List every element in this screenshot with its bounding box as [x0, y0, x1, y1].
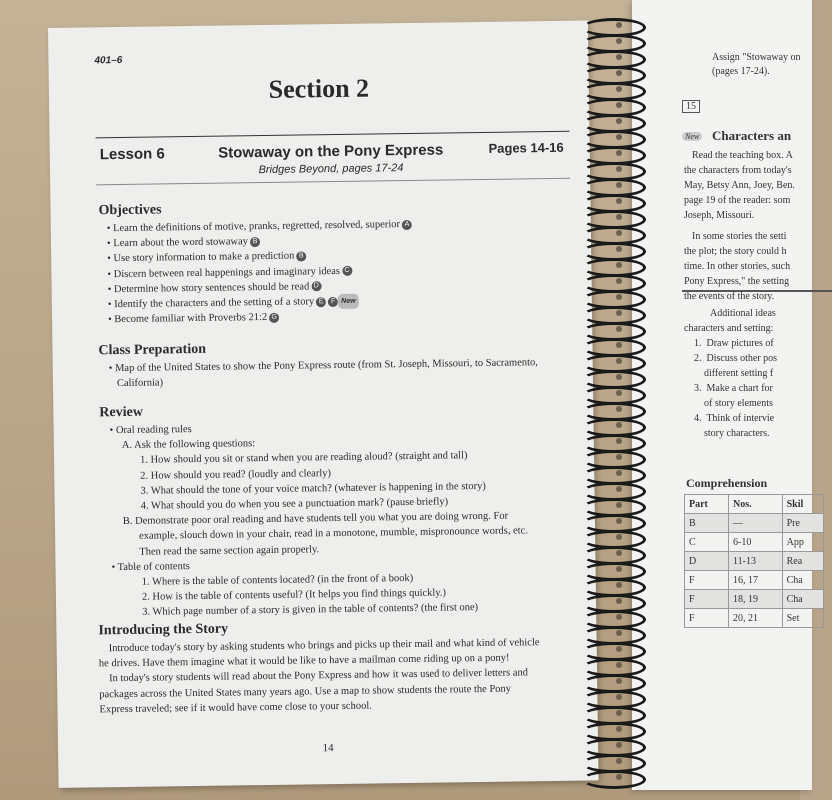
text-line: • Oral reading rules	[109, 424, 192, 437]
review-heading: Review	[99, 404, 144, 421]
table-cell: —	[728, 514, 782, 533]
characters-heading: Characters an	[712, 128, 792, 143]
objective-badge: E	[316, 297, 326, 307]
lesson-pages: Pages 14-16	[488, 139, 564, 156]
idea-line: 4. Think of intervie	[694, 413, 775, 424]
text-line: • Table of contents	[111, 560, 190, 573]
idea-line: 2. Discuss other pos	[694, 353, 778, 364]
text-line: example, slouch down in your chair, read in a monotone, mumble, mispronounce words, etc.	[139, 525, 529, 543]
objective-badge: B	[250, 237, 260, 247]
table-cell: 18, 19	[728, 590, 782, 609]
assign-line-2: (pages 17-24).	[712, 66, 770, 77]
objective-text: • Learn about the word stowaway	[106, 236, 249, 250]
text-line: B. Demonstrate poor oral reading and have students tell you what you are doing wrong. For	[122, 510, 509, 528]
table-row	[685, 514, 824, 533]
page-number: 14	[322, 742, 334, 755]
table-cell: D	[685, 552, 729, 571]
objective-badge: A	[402, 220, 412, 230]
idea-line: 1. Draw pictures of	[694, 338, 774, 349]
text-line: Introduce today's story by asking students who brings and picks up their mail and what kind of vehicle	[108, 637, 540, 655]
table-cell: 20, 21	[728, 609, 782, 628]
text-line: • Map of the United States to show the Pony Express route (from St. Joseph, Missouri, to Sacramento,	[108, 357, 538, 375]
table-row	[685, 590, 824, 609]
objective-text: • Use story information to make a prediction	[107, 250, 295, 265]
table-cell: Rea	[782, 552, 823, 571]
table-cell: B	[685, 514, 729, 533]
idea-line: Additional ideas	[710, 308, 776, 319]
review-list	[110, 417, 530, 620]
objective-text: • Become familiar with Proverbs 21:2	[108, 312, 268, 326]
new-label: New	[682, 132, 702, 141]
table-cell: F	[685, 609, 729, 628]
text-line: 2. How should you read? (loudly and clearly)	[140, 467, 332, 482]
idea-line: story characters.	[694, 428, 770, 439]
ideas-box-divider	[682, 290, 832, 292]
comprehension-heading: Comprehension	[686, 476, 768, 490]
table-row	[685, 533, 824, 552]
table-row	[685, 609, 824, 628]
right-body-line: the plot; the story could h	[684, 246, 787, 257]
table-header: Nos.	[728, 495, 782, 514]
table-cell: Set	[782, 609, 823, 628]
text-line: 4. What should you do when you see a punctuation mark? (pause briefly)	[140, 496, 449, 512]
text-line: A. Ask the following questions:	[121, 438, 256, 452]
lesson-subtitle: Bridges Beyond, pages 17-24	[258, 162, 404, 177]
text-line: In today's story students will read about the Pony Express and how it was used to deliver letters and	[109, 667, 529, 685]
right-body-line: Read the teaching box. A	[692, 150, 793, 161]
table-cell: F	[685, 571, 729, 590]
table-cell: Cha	[782, 571, 823, 590]
idea-line: characters and setting:	[684, 323, 774, 334]
right-body-line: the characters from today's	[684, 165, 792, 176]
lesson-header	[96, 131, 571, 186]
table-cell: C	[685, 533, 729, 552]
right-body-line: the events of the story.	[684, 291, 775, 302]
class-prep-list	[109, 355, 539, 391]
objectives-heading: Objectives	[98, 202, 162, 219]
table-cell: 16, 17	[728, 571, 782, 590]
lesson-title: Stowaway on the Pony Express	[218, 141, 444, 162]
right-body-line: page 19 of the reader: som	[684, 195, 791, 206]
spiral-binding	[582, 8, 662, 788]
lesson-number: Lesson 6	[99, 145, 165, 164]
table-cell: Cha	[782, 590, 823, 609]
table-header: Skil	[782, 495, 823, 514]
right-body-line: Joseph, Missouri.	[684, 210, 755, 221]
class-prep-heading: Class Preparation	[98, 341, 207, 359]
objective-text: • Learn the definitions of motive, pranks, regretted, resolved, superior	[106, 219, 401, 235]
text-line: packages across the United States many years ago. Use a map to show students the route the Pony	[99, 683, 512, 700]
objective-badge: F	[328, 297, 338, 307]
page-code: 401–6	[94, 54, 123, 67]
right-body-line: In some stories the setti	[692, 231, 787, 242]
objective-badge: B	[296, 251, 306, 261]
table-row	[685, 552, 824, 571]
right-body-line: Pony Express," the setting	[684, 276, 790, 287]
objective-badge: D	[311, 282, 321, 292]
comprehension-table	[684, 494, 824, 628]
text-line: 1. Where is the table of contents located? (in the front of a book)	[141, 572, 414, 588]
new-badge: New	[338, 294, 359, 309]
table-row	[685, 571, 824, 590]
text-line: Then read the same section again properly.	[139, 543, 320, 558]
text-line: 2. How is the table of contents useful? (It helps you find things quickly.)	[141, 587, 447, 603]
text-line: California)	[116, 377, 164, 390]
text-line: 1. How should you sit or stand when you are reading aloud? (straight and tall)	[139, 450, 468, 467]
objective-text: • Determine how story sentences should be read	[107, 281, 310, 296]
table-cell: App	[782, 533, 823, 552]
table-cell: 11-13	[728, 552, 782, 571]
intro-heading: Introducing the Story	[98, 621, 229, 639]
assign-line-1: Assign "Stowaway on	[712, 52, 801, 63]
objective-item	[108, 308, 413, 327]
text-line: 3. What should the tone of your voice match? (whatever is happening in the story)	[140, 480, 486, 497]
idea-line: 3. Make a chart for	[694, 383, 773, 394]
right-body-line: time. In other stories, such	[684, 261, 791, 272]
left-page	[48, 20, 599, 787]
table-cell: 6-10	[728, 533, 782, 552]
right-body-line: May, Betsy Ann, Joey, Ben.	[684, 180, 795, 191]
objectives-list	[107, 217, 414, 328]
text-line: 3. Which page number of a story is given in the table of contents? (the first one)	[142, 602, 479, 619]
idea-line: different setting f	[694, 368, 774, 379]
objective-badge: C	[342, 266, 352, 276]
intro-paragraph	[99, 635, 541, 717]
box-number: 15	[682, 100, 700, 113]
text-line: Express traveled; see if it would have come close to your school.	[99, 700, 372, 716]
idea-line: of story elements	[694, 398, 773, 409]
spiral-ring	[582, 770, 646, 789]
section-title: Section 2	[268, 73, 370, 104]
objective-badge: G	[269, 313, 279, 323]
objective-text: • Identify the characters and the setting of a story	[107, 296, 315, 311]
objective-text: • Discern between real happenings and imaginary ideas	[107, 265, 341, 280]
table-cell: Pre	[782, 514, 823, 533]
text-line: he drives. Have them imagine what it would be like to have a mailman come riding up on a pony!	[98, 652, 510, 670]
table-header: Part	[685, 495, 729, 514]
table-cell: F	[685, 590, 729, 609]
